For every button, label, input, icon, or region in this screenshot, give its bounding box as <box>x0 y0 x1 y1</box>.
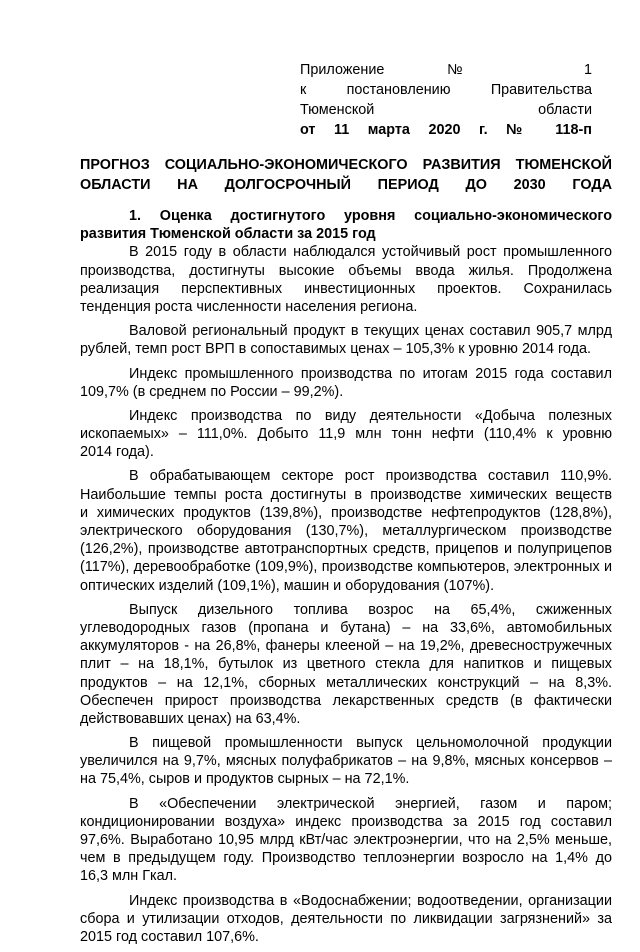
paragraph-line: (126,2%), производстве автотранспортных средств, прицепов и полуприцепов <box>80 541 612 558</box>
paragraph-line: реализация перспективных инвестиционных проектов. Сохранилась <box>80 280 612 297</box>
paragraph-line: Выпуск дизельного топлива возрос на 65,4%, сжиженных <box>129 601 612 618</box>
paragraph-line: рублей, темп рост ВРП в сопоставимых ценах – 105,3% к уровню 2014 года. <box>80 341 591 358</box>
paragraph-line: Индекс промышленного производства по итогам 2015 года составил <box>129 365 612 382</box>
appendix-resolution: к постановлению Правительства <box>300 82 592 98</box>
paragraph-line: увеличился на 9,7%, мясных полуфабрикатов – на 9,8%, мясных консервов – <box>80 753 612 770</box>
paragraph-line: сбора и утилизации отходов, деятельности по ликвидации загрязнений» за <box>80 910 612 927</box>
paragraph-line: В пищевой промышленности выпуск цельномолочной продукции <box>129 735 612 752</box>
appendix-date: от 11 марта 2020 г. № 118-п <box>300 122 592 138</box>
paragraph-line: 97,6%. Выработано 10,95 млрд кВт/час электроэнергии, что на 2,5% меньше, <box>80 832 612 848</box>
appendix-block <box>300 60 592 140</box>
paragraph <box>80 467 612 594</box>
appendix-region: Тюменской области <box>300 102 592 118</box>
title-line: ПРОГНОЗ СОЦИАЛЬНО-ЭКОНОМИЧЕСКОГО РАЗВИТИЯ ТЮМЕНСКОЙ <box>80 157 612 173</box>
paragraph-line: чем в предыдущем году. Производство теплоэнергии возросло на 1,4% до <box>80 850 612 867</box>
paragraph-line: ископаемых» – 111,0%. Добыто 11,9 млн тонн нефти (110,4% к уровню <box>80 426 612 443</box>
paragraph-line: 2015 год составил 107,6%. <box>80 928 259 945</box>
paragraph-line: Индекс производства по виду деятельности «Добыча полезных <box>129 407 612 424</box>
paragraph <box>80 243 612 316</box>
section-heading <box>80 207 612 243</box>
paragraph-line: В «Обеспечении электрической энергией, газом и паром; <box>129 795 612 812</box>
paragraph-line: углеводородных газов (пропана и бутана) – на 33,6%, автомобильных <box>80 619 612 636</box>
paragraph <box>80 407 612 462</box>
paragraph-line: продуктов – на 12,1%, сборных металлических конструкций – на 8,3%. <box>80 674 612 691</box>
document-body <box>80 207 612 952</box>
paragraph-line: Индекс производства в «Водоснабжении; водоотведении, организации <box>129 892 612 909</box>
paragraphs <box>80 243 612 946</box>
appendix-number: Приложение № 1 <box>300 62 592 78</box>
paragraph <box>80 365 612 401</box>
paragraph-line: плит – на 18,1%, бутылок из цветного стекла для напитков и пищевых <box>80 656 612 673</box>
paragraph-line: тенденция роста численности населения региона. <box>80 298 418 315</box>
paragraph <box>80 734 612 789</box>
paragraph-line: и химических продуктов (139,8%), производстве нефтепродуктов (128,8%), <box>80 504 612 521</box>
paragraph <box>80 795 612 886</box>
title-line: ОБЛАСТИ НА ДОЛГОСРОЧНЫЙ ПЕРИОД ДО 2030 ГОДА <box>80 177 612 193</box>
paragraph-line: производства, достигнуты высокие объемы ввода жилья. Продолжена <box>80 262 612 279</box>
paragraph-line: оптических изделий (109,1%), машин и оборудования (107%). <box>80 577 495 594</box>
document-title <box>80 155 612 195</box>
paragraph-line: Валовой региональный продукт в текущих ценах составил 905,7 млрд <box>129 323 612 340</box>
paragraph-line: В обрабатывающем секторе рост производства составил 110,9%. <box>129 468 612 485</box>
heading-line: развития Тюменской области за 2015 год <box>80 226 376 243</box>
paragraph-line: В 2015 году в области наблюдался устойчивый рост промышленного <box>129 244 612 261</box>
paragraph-line: 16,3 млн Гкал. <box>80 868 178 885</box>
paragraph <box>80 601 612 728</box>
paragraph <box>80 322 612 358</box>
paragraph-line: на 75,4%, сыров и продуктов сырных – на 72,1%. <box>80 771 410 788</box>
paragraph-line: аккумуляторов - на 26,8%, фанеры клееной – на 19,2%, древесностружечных <box>80 638 612 655</box>
paragraph-line: (117%), деревообработке (109,9%), производстве компьютеров, электронных и <box>80 559 612 576</box>
paragraph-line: действовавших ценах) на 63,4%. <box>80 710 301 727</box>
paragraph-line: электрического оборудования (130,7%), металлургическом производстве <box>80 523 612 539</box>
paragraph-line: кондиционировании воздуха» индекс производства за 2015 год составил <box>80 813 612 830</box>
heading-line: 1. Оценка достигнутого уровня социально-экономического <box>129 208 612 224</box>
paragraph-line: Наибольшие темпы роста достигнуты в производстве химических веществ <box>80 486 612 503</box>
paragraph-line: 2014 года). <box>80 444 154 461</box>
paragraph <box>80 892 612 947</box>
paragraph-line: Обеспечен прирост производства лекарственных средств (в фактически <box>80 692 612 709</box>
paragraph-line: 109,7% (в среднем по России – 99,2%). <box>80 383 344 400</box>
